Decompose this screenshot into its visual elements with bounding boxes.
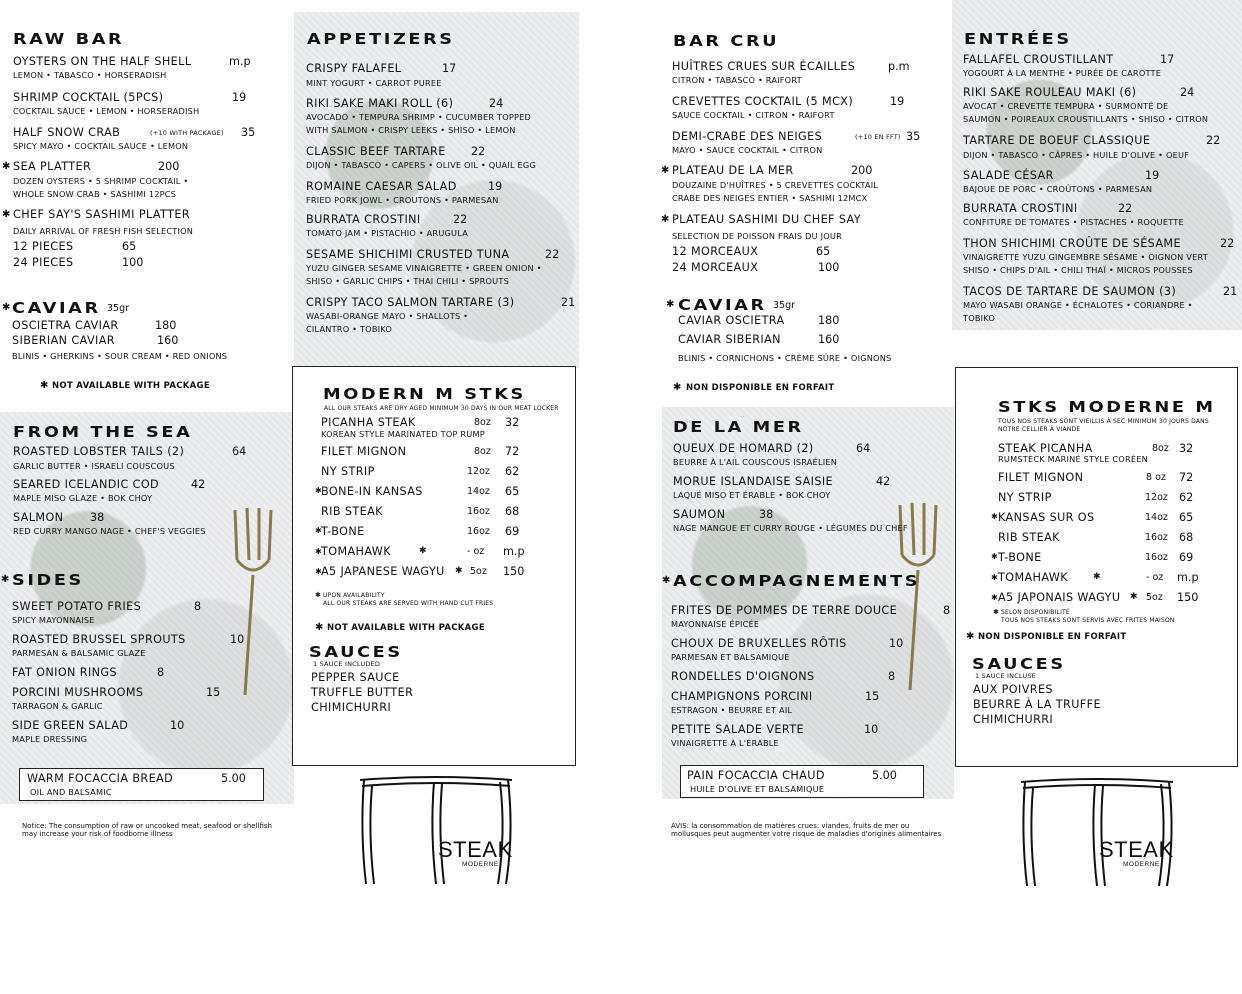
menu-item-desc: CONFITURE DE TOMATES • PISTACHES • ROQUETTE: [963, 217, 1184, 227]
steak-name: STEAK PICANHA: [998, 442, 1093, 455]
menu-item-name: OSCIETRA CAVIAR: [12, 319, 119, 332]
menu-item-name: SALADE CÉSAR: [963, 169, 1054, 182]
menu-item-price: 10: [230, 633, 245, 646]
menu-item-desc: TOMATO JAM • PISTACHIO • ARUGULA: [306, 228, 469, 238]
menu-item-price: 21: [1223, 285, 1238, 298]
menu-option: 12 PIECES: [13, 240, 74, 253]
sauce-item: CHIMICHURRI: [311, 701, 392, 714]
menu-item-price: 10: [864, 723, 879, 736]
menu-item-price: 17: [442, 62, 457, 75]
menu-item-desc: BLINIS • GHERKINS • SOUR CREAM • RED ONIONS: [12, 351, 228, 361]
section-title-raw-bar-fr: BAR CRU: [673, 32, 780, 50]
logo-table-icon: [356, 772, 516, 887]
menu-item-desc: MINT YOGURT • CARROT PUREE: [306, 78, 442, 88]
menu-item-desc: MAPLE DRESSING: [12, 734, 88, 744]
star-icon: ✱: [991, 573, 998, 582]
menu-item-desc: DIJON • TABASCO • CÂPRES • HUILE D'OLIVE • OEUF: [963, 150, 1190, 160]
menu-item-name: SAUMON: [673, 508, 726, 521]
menu-item-desc: BAJOUE DE PORC • CROÛTONS • PARMESAN: [963, 184, 1153, 194]
menu-item-price: 24: [1180, 86, 1195, 99]
sauce-item: PEPPER SAUCE: [311, 671, 400, 684]
section-title-caviar-fr: CAVIAR: [678, 296, 767, 314]
menu-item-price: 21: [561, 296, 576, 309]
steak-name: TOMAHAWK: [998, 571, 1068, 584]
steak-size: 16oz: [1145, 552, 1168, 563]
menu-item-name: PORCINI MUSHROOMS: [12, 686, 144, 699]
section-title-sauces-fr: SAUCES: [972, 655, 1066, 673]
steak-name: RIB STEAK: [321, 505, 383, 518]
steak-price: 69: [505, 525, 520, 538]
menu-item-price: m.p: [229, 55, 251, 68]
menu-item-name: FRITES DE POMMES DE TERRE DOUCE: [671, 604, 898, 617]
logo-text-moderne: MODERNE: [462, 861, 499, 868]
menu-item-desc: VINAIGRETTE À L'ÉRABLE: [671, 738, 779, 748]
star-icon: ✱: [315, 622, 324, 633]
menu-item-name: PLATEAU DE LA MER: [672, 164, 794, 177]
star-icon: ✱: [966, 631, 975, 642]
menu-item-name: FALLAFEL CROUSTILLANT: [963, 53, 1114, 66]
menu-item-name: CHEF SAY'S SASHIMI PLATTER: [13, 208, 190, 221]
menu-item-desc: VINAIGRETTE YUZU GINGEMBRE SÉSAME • OIGNON VERT: [963, 252, 1208, 262]
menu-item-price: 17: [1160, 53, 1175, 66]
menu-item-name: ROASTED BRUSSEL SPROUTS: [12, 633, 186, 646]
menu-option-price: 65: [816, 245, 831, 258]
steak-name: NY STRIP: [321, 465, 375, 478]
menu-item-name: ROMAINE CAESAR SALAD: [306, 180, 457, 193]
star-icon: ✱: [991, 552, 998, 561]
sauce-item: CHIMICHURRI: [973, 713, 1054, 726]
menu-item-price: 22: [1220, 237, 1235, 250]
sauces-subtitle: 1 SAUCE INCLUSE: [975, 672, 1036, 680]
star-icon: ✱: [2, 302, 11, 313]
menu-item-desc: PARMESAN ET BALSAMIQUE: [671, 652, 790, 662]
menu-item-price: 19: [1145, 169, 1160, 182]
steak-size: 14oz: [1145, 512, 1168, 523]
menu-item-price: 35: [906, 130, 921, 143]
steak-price: 62: [505, 465, 520, 478]
menu-item-desc: SHISO • GARLIC CHIPS • THAI CHILI • SPROUTS: [306, 276, 509, 286]
menu-item-desc: MAYO • SAUCE COCKTAIL • CITRON: [672, 145, 823, 155]
steak-price: 32: [1179, 442, 1194, 455]
menu-item-name: CAVIAR OSCIETRA: [678, 314, 785, 327]
menu-item-desc: SAUCE COCKTAIL • CITRON • RAIFORT: [672, 110, 835, 120]
steak-name: A5 JAPANESE WAGYU: [321, 565, 445, 578]
section-title-appetizers: APPETIZERS: [307, 30, 455, 48]
menu-item-name: THON SHICHIMI CROÛTE DE SÉSAME: [963, 237, 1181, 250]
menu-item-price: 180: [818, 314, 840, 327]
menu-item-price: 22: [545, 248, 560, 261]
steaks-subtitle: TOUS NOS STEAKS SONT VIEILLIS À SEC MINIMUM 30 JOURS DANS: [998, 418, 1209, 425]
menu-item-price: 19: [488, 180, 503, 193]
menu-item-desc: CRABE DES NEIGES ENTIER • SASHIMI 12MCX: [672, 193, 868, 203]
menu-item-name: SWEET POTATO FRIES: [12, 600, 142, 613]
menu-item-desc: SPICY MAYONNAISE: [12, 615, 95, 625]
menu-item-desc: CILANTRO • TOBIKO: [306, 324, 393, 334]
menu-item-desc: GARLIC BUTTER • ISRAELI COUSCOUS: [13, 461, 175, 471]
menu-item-name: SIBERIAN CAVIAR: [12, 334, 115, 347]
steak-name: KANSAS SUR OS: [998, 511, 1095, 524]
menu-item-name: HUÎTRES CRUES SUR ÉCAILLES: [672, 60, 856, 73]
menu-item-desc: MAPLE MISO GLAZE • BOK CHOY: [13, 493, 153, 503]
menu-item-price: 180: [155, 319, 177, 332]
star-icon: ✱: [1130, 592, 1138, 602]
focaccia-box: [19, 768, 264, 801]
menu-item-desc: YOGOURT À LA MENTHE • PURÉE DE CAROTTE: [963, 68, 1162, 78]
menu-item-price: 200: [851, 164, 873, 177]
steak-moderne-logo-fr: [1017, 774, 1177, 889]
steak-size: - oz: [467, 546, 485, 557]
steak-name: FILET MIGNON: [321, 445, 407, 458]
menu-item-name: RIKI SAKE ROULEAU MAKI (6): [963, 86, 1137, 99]
consumption-notice-fr: AVIS: la consommation de matières crues: viandes, fruits de mer ou mollusques peut augmenter votre risque de maladies d'origines alimentaires: [671, 822, 942, 839]
steak-price: 65: [505, 485, 520, 498]
menu-item-desc: RED CURRY MANGO NAGE • CHEF'S VEGGIES: [13, 526, 206, 536]
steak-name: FILET MIGNON: [998, 471, 1084, 484]
menu-item-name: CRISPY TACO SALMON TARTARE (3): [306, 296, 515, 309]
steak-price: 32: [505, 416, 520, 429]
caviar-size: 35gr: [773, 300, 796, 311]
menu-item-desc: HUILE D'OLIVE ET BALSAMIQUE: [690, 784, 825, 794]
star-icon: ✱: [2, 161, 11, 172]
steak-price: 69: [1179, 551, 1194, 564]
section-title-steaks-fr: STKS MODERNE M: [998, 398, 1216, 416]
menu-item-price: p.m: [888, 60, 910, 73]
steak-size: 8 oz: [1146, 472, 1166, 483]
menu-item-price: 160: [818, 333, 840, 346]
star-icon: ✱: [315, 591, 321, 599]
menu-item-name: BURRATA CROSTINI: [306, 213, 421, 226]
steak-name: RIB STEAK: [998, 531, 1060, 544]
star-icon: ✱: [993, 608, 999, 616]
star-icon: ✱: [315, 486, 322, 495]
steaks-box-fr: [955, 367, 1238, 767]
menu-item-price: 38: [759, 508, 774, 521]
menu-item-desc: SHISO • CHIPS D'AIL • CHILI THAÏ • MICROS POUSSES: [963, 265, 1193, 275]
fork-illustration-en: [225, 500, 285, 700]
menu-item-desc: AVOCAT • CREVETTE TEMPURA • SURMONTÉ DE: [963, 101, 1169, 111]
steak-size: 16oz: [467, 506, 490, 517]
steak-size: - oz: [1146, 572, 1164, 583]
section-title-caviar: CAVIAR: [12, 299, 101, 317]
star-icon: ✱: [1093, 572, 1101, 582]
menu-item-price: 160: [157, 334, 179, 347]
steak-size: 8oz: [474, 446, 491, 457]
star-icon: ✱: [40, 380, 49, 391]
star-icon: ✱: [666, 299, 675, 310]
menu-item-desc: WASABI-ORANGE MAYO • SHALLOTS •: [306, 311, 469, 321]
steaks-box-en: [292, 366, 576, 766]
not-available-note: NON DISPONIBLE EN FORFAIT: [686, 383, 835, 393]
menu-item-name: SESAME SHICHIMI CRUSTED TUNA: [306, 248, 510, 261]
menu-item-note: (+10 EN FFT): [855, 133, 901, 141]
menu-item-name: PAIN FOCACCIA CHAUD: [687, 769, 825, 782]
sauce-item: TRUFFLE BUTTER: [311, 686, 414, 699]
menu-option: 24 MORCEAUX: [672, 261, 759, 274]
steak-size: 14oz: [467, 486, 490, 497]
menu-item-desc: LAQUÉ MISO ET ÉRABLE • BOK CHOY: [673, 490, 831, 500]
steak-name: T-BONE: [321, 525, 365, 538]
menu-item-price: 22: [453, 213, 468, 226]
menu-item-desc: MAYO WASABI ORANGE • ÉCHALOTES • CORIANDRE •: [963, 300, 1193, 310]
menu-item-name: CREVETTES COCKTAIL (5 MCX): [672, 95, 854, 108]
steak-desc: KOREAN STYLE MARINATED TOP RUMP: [321, 429, 485, 439]
menu-item-price: 8: [888, 670, 896, 683]
menu-item-desc: SPICY MAYO • COCKTAIL SAUCE • LEMON: [13, 141, 189, 151]
steaks-subtitle: NOTRE CELLIER À VIANDE: [998, 426, 1081, 433]
star-icon: ✱: [991, 593, 998, 602]
steak-name: TOMAHAWK: [321, 545, 391, 558]
menu-item-name: RONDELLES D'OIGNONS: [671, 670, 815, 683]
logo-table-icon: [1017, 774, 1177, 889]
menu-item-name: FAT ONION RINGS: [12, 666, 117, 679]
steak-desc: RUMSTECK MARINÉ STYLE CORÉEN: [998, 454, 1148, 464]
menu-item-desc: OIL AND BALSAMIC: [30, 787, 112, 797]
steak-size: 5oz: [1146, 592, 1163, 603]
section-title-from-the-sea-fr: DE LA MER: [673, 418, 804, 436]
menu-item-name: SHRIMP COCKTAIL (5PCS): [13, 91, 164, 104]
section-title-sides-fr: ACCOMPAGNEMENTS: [673, 572, 921, 590]
steak-size: 5oz: [470, 566, 487, 577]
menu-item-price: 8: [157, 666, 165, 679]
steak-size: 16oz: [1145, 532, 1168, 543]
menu-item-price: 42: [876, 475, 891, 488]
menu-item-desc: DIJON • TABASCO • CAPERS • OLIVE OIL • QUAIL EGG: [306, 160, 536, 170]
steak-price: m.p: [503, 545, 525, 558]
steak-size: 12oz: [1145, 492, 1168, 503]
star-icon: ✱: [662, 575, 671, 586]
menu-item-desc: SAUMON • POIREAUX CROUSTILLANTS • SHISO • CITRON: [963, 114, 1209, 124]
menu-item-desc: ESTRAGON • BEURRE ET AIL: [671, 705, 793, 715]
menu-item-desc: MAYONNAISE ÉPICÉE: [671, 619, 760, 629]
menu-item-desc: DOZEN OYSTERS • 5 SHRIMP COCKTAIL •: [13, 176, 189, 186]
steak-price: m.p: [1177, 571, 1199, 584]
menu-item-price: 19: [232, 91, 247, 104]
star-icon: ✱: [315, 547, 322, 556]
menu-item-desc: AVOCADO • TEMPURA SHRIMP • CUCUMBER TOPPED: [306, 112, 532, 122]
menu-item-name: WARM FOCACCIA BREAD: [27, 772, 174, 785]
star-icon: ✱: [661, 165, 670, 176]
focaccia-box-fr: [680, 765, 924, 798]
menu-item-name: SEA PLATTER: [13, 160, 92, 173]
menu-item-name: TACOS DE TARTARE DE SAUMON (3): [963, 285, 1177, 298]
menu-item-name: PLATEAU SASHIMI DU CHEF SAY: [672, 213, 861, 226]
menu-item-name: BURRATA CROSTINI: [963, 202, 1078, 215]
steak-name: BONE-IN KANSAS: [321, 485, 423, 498]
steak-price: 150: [1177, 591, 1199, 604]
menu-item-name: HALF SNOW CRAB: [13, 126, 121, 139]
section-title-steaks: MODERN M STKS: [323, 385, 526, 403]
steak-price: 68: [1179, 531, 1194, 544]
menu-item-price: 64: [856, 442, 871, 455]
star-icon: ✱: [673, 382, 682, 393]
menu-item-desc: SELECTION DE POISSON FRAIS DU JOUR: [672, 231, 842, 241]
menu-item-price: 10: [170, 719, 185, 732]
menu-item-price: 200: [158, 160, 180, 173]
menu-item-name: MORUE ISLANDAISE SAISIE: [673, 475, 833, 488]
steak-price: 72: [1179, 471, 1194, 484]
steaks-footnote: ALL OUR STEAKS ARE SERVED WITH HAND CUT FRIES: [323, 600, 494, 607]
star-icon: ✱: [991, 512, 998, 521]
steak-size: 8oz: [474, 417, 491, 428]
menu-item-desc: COCKTAIL SAUCE • LEMON • HORSERADISH: [13, 106, 200, 116]
star-icon: ✱: [315, 526, 322, 535]
section-title-raw-bar: RAW BAR: [13, 30, 125, 48]
steak-name: T-BONE: [998, 551, 1042, 564]
steak-moderne-logo-en: [356, 772, 516, 887]
star-icon: ✱: [455, 566, 463, 576]
logo-text-moderne: MODERNE: [1123, 861, 1160, 868]
logo-text-steak: STEAK: [438, 837, 513, 862]
star-icon: ✱: [2, 209, 11, 220]
menu-item-name: SALMON: [13, 511, 64, 524]
menu-item-name: RIKI SAKE MAKI ROLL (6): [306, 97, 454, 110]
menu-item-desc: LEMON • TABASCO • HORSERADISH: [13, 70, 167, 80]
menu-item-name: CAVIAR SIBERIAN: [678, 333, 781, 346]
menu-item-desc: BEURRE À L'AIL COUSCOUS ISRAÉLIEN: [673, 457, 838, 467]
steak-price: 62: [1179, 491, 1194, 504]
menu-option-price: 65: [122, 240, 137, 253]
menu-item-name: QUEUX DE HOMARD (2): [673, 442, 814, 455]
steak-price: 68: [505, 505, 520, 518]
menu-item-name: ROASTED LOBSTER TAILS (2): [13, 445, 185, 458]
steak-price: 150: [503, 565, 525, 578]
menu-item-price: 38: [90, 511, 105, 524]
steak-price: 65: [1179, 511, 1194, 524]
caviar-size: 35gr: [107, 303, 130, 314]
menu-item-desc: TOBIKO: [963, 313, 996, 323]
star-icon: ✱: [1, 574, 10, 585]
menu-item-name: CLASSIC BEEF TARTARE: [306, 145, 446, 158]
menu-item-price: 19: [890, 95, 905, 108]
menu-option: 24 PIECES: [13, 256, 74, 269]
steaks-subtitle: ALL OUR STEAKS ARE DRY AGED MINIMUM 30 DAYS IN OUR MEAT LOCKER: [324, 405, 559, 412]
steaks-footnote: SELON DISPONIBILITÉ: [1001, 609, 1070, 616]
menu-item-price: 42: [191, 478, 206, 491]
star-icon: ✱: [661, 214, 670, 225]
menu-item-name: PETITE SALADE VERTE: [671, 723, 804, 736]
menu-item-name: OYSTERS ON THE HALF SHELL: [13, 55, 192, 68]
menu-item-price: 22: [471, 145, 486, 158]
menu-item-price: 35: [241, 126, 256, 139]
menu-item-price: 22: [1206, 134, 1221, 147]
steaks-footnote: TOUS NOS STEAKS SONT SERVIS AVEC FRITES MAISON: [1001, 617, 1175, 624]
menu-item-name: CRISPY FALAFEL: [306, 62, 402, 75]
menu-option-price: 100: [818, 261, 840, 274]
menu-item-price: 8: [194, 600, 202, 613]
menu-item-desc: WHOLE SNOW CRAB • SASHIMI 12PCS: [13, 189, 177, 199]
star-icon: ✱: [419, 546, 427, 556]
menu-item-desc: FRIED PORK JOWL • CROUTONS • PARMESAN: [306, 195, 499, 205]
menu-item-desc: NAGE MANGUE ET CURRY ROUGE • LÉGUMES DU CHEF: [673, 523, 908, 533]
sauce-item: BEURRE À LA TRUFFE: [973, 698, 1101, 711]
section-title-appetizers-fr: ENTRÉES: [964, 30, 1072, 48]
background-illustration-fr-top: [952, 0, 1242, 330]
menu-item-desc: DOUZAINE D'HUÎTRES • 5 CREVETTES COCKTAIL: [672, 180, 879, 190]
section-title-from-the-sea: FROM THE SEA: [13, 423, 193, 441]
steak-size: 16oz: [467, 526, 490, 537]
menu-item-price: 5.00: [221, 772, 246, 785]
menu-item-price: 15: [865, 690, 880, 703]
menu-item-name: DEMI-CRABE DES NEIGES: [672, 130, 823, 143]
star-icon: ✱: [315, 567, 322, 576]
steak-name: PICANHA STEAK: [321, 416, 416, 429]
menu-item-price: 22: [1118, 202, 1133, 215]
steak-name: NY STRIP: [998, 491, 1052, 504]
section-title-sauces: SAUCES: [309, 643, 403, 661]
menu-item-name: TARTARE DE BOEUF CLASSIQUE: [963, 134, 1151, 147]
menu-option-price: 100: [122, 256, 144, 269]
menu-item-name: SEARED ICELANDIC COD: [13, 478, 160, 491]
menu-item-name: CHOUX DE BRUXELLES RÔTIS: [671, 637, 847, 650]
menu-item-price: 15: [206, 686, 221, 699]
menu-item-desc: BLINIS • CORNICHONS • CRÈME SÛRE • OIGNONS: [678, 353, 892, 363]
menu-item-name: CHAMPIGNONS PORCINI: [671, 690, 813, 703]
menu-item-price: 24: [489, 97, 504, 110]
logo-text-steak: STEAK: [1099, 837, 1174, 862]
not-available-note: NOT AVAILABLE WITH PACKAGE: [52, 381, 210, 391]
consumption-notice: Notice: The consumption of raw or uncooked meat, seafood or shellfish may increase your risk of foodborne illness: [22, 822, 272, 839]
steak-size: 12oz: [467, 466, 490, 477]
section-title-sides: SIDES: [12, 571, 84, 589]
menu-item-desc: YUZU GINGER SESAME VINAIGRETTE • GREEN ONION •: [306, 263, 542, 273]
menu-item-price: 8: [943, 604, 951, 617]
menu-item-price: 5.00: [872, 769, 897, 782]
steaks-footnote: UPON AVAILABILITY: [323, 592, 385, 599]
menu-item-price: 64: [232, 445, 247, 458]
sauce-item: AUX POIVRES: [973, 683, 1053, 696]
menu-option: 12 MORCEAUX: [672, 245, 759, 258]
menu-item-desc: PARMESAN & BALSAMIC GLAZE: [12, 648, 146, 658]
menu-item-desc: TARRAGON & GARLIC: [12, 701, 103, 711]
not-available-note: NON DISPONIBLE EN FORFAIT: [978, 632, 1127, 642]
steak-name: A5 JAPONAIS WAGYU: [998, 591, 1121, 604]
menu-item-desc: WITH SALMON • CRISPY LEEKS • SHISO • LEMON: [306, 125, 516, 135]
menu-item-note: (+10 WITH PACKAGE): [150, 129, 224, 137]
menu-item-desc: CITRON • TABASCO • RAIFORT: [672, 75, 802, 85]
menu-item-name: SIDE GREEN SALAD: [12, 719, 129, 732]
steak-size: 8oz: [1152, 443, 1169, 454]
menu-item-desc: DAILY ARRIVAL OF FRESH FISH SELECTION: [13, 226, 194, 236]
sauces-subtitle: 1 SAUCE INCLUDED: [313, 660, 381, 668]
steak-price: 72: [505, 445, 520, 458]
not-available-note: NOT AVAILABLE WITH PACKAGE: [327, 623, 485, 633]
menu-item-price: 10: [889, 637, 904, 650]
